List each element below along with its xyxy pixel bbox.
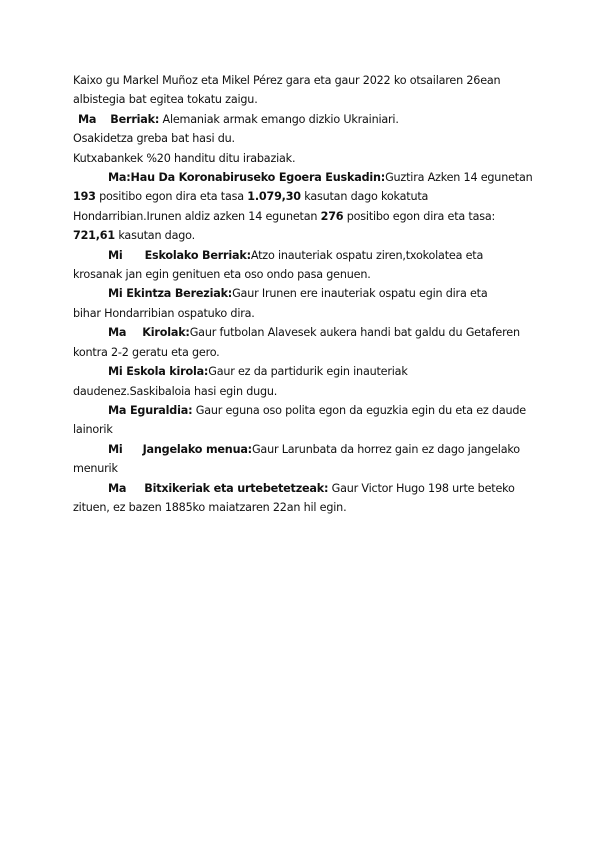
school-news-speaker: Mi bbox=[108, 248, 123, 262]
covid-text-2: positibo egon dira eta tasa bbox=[95, 190, 248, 204]
covid-text-1: Guztira Azken 14 egunetan bbox=[385, 171, 533, 185]
covid-line-1 bbox=[73, 168, 543, 187]
intro-line-2: albistegia bat egitea tokatu zaigu. bbox=[73, 93, 258, 107]
sports-line bbox=[73, 323, 543, 342]
covid-text-5: positibo egon dira eta tasa: bbox=[343, 209, 496, 223]
weather-line bbox=[73, 401, 543, 420]
school-sports-label: Mi Eskola kirola: bbox=[108, 365, 209, 379]
intro-line-1: Kaixo gu Markel Muñoz eta Mikel Pérez gara eta gaur 2022 ko otsailaren 26ean bbox=[73, 74, 501, 87]
covid-rate-irun: 721,61 bbox=[73, 229, 115, 243]
menu-line-2: menurik bbox=[73, 462, 118, 476]
school-sports-line bbox=[73, 362, 543, 381]
school-news-line bbox=[73, 246, 543, 265]
special-line-2: bihar Hondarribian ospatuko dira. bbox=[73, 306, 255, 320]
birthdays-text: Gaur Victor Hugo 198 urte beteko bbox=[328, 481, 515, 495]
weather-label: Ma Eguraldia: bbox=[108, 403, 193, 417]
menu-label: Jangelako menua: bbox=[142, 442, 252, 456]
menu-line bbox=[73, 440, 543, 459]
news-label: Berriak: bbox=[110, 112, 160, 126]
special-label: Mi Ekintza Bereziak: bbox=[108, 287, 233, 301]
sports-label: Kirolak: bbox=[142, 326, 190, 340]
covid-text-6: kasutan dago. bbox=[114, 229, 195, 243]
menu-speaker: Mi bbox=[108, 442, 123, 456]
weather-line-2: lainorik bbox=[73, 423, 113, 437]
birthdays-line-2: zituen, ez bazen 1885ko maiatzaren 22an hil egin. bbox=[73, 500, 347, 514]
news-text: Alemaniak armak emango dizkio Ukrainiari. bbox=[159, 112, 399, 126]
sports-text: Gaur futbolan Alavesek aukera handi bat galdu du Getaferen bbox=[189, 326, 520, 340]
school-sports-line-2: daudenez.Saskibaloia hasi egin dugu. bbox=[73, 384, 278, 398]
school-news-text: Atzo inauteriak ospatu ziren,txokolatea eta bbox=[250, 248, 484, 262]
news-line bbox=[73, 110, 543, 129]
covid-text-4: Hondarribian.Irunen aldiz azken 14 egunetan bbox=[73, 209, 321, 223]
news-speaker: Ma bbox=[78, 112, 97, 126]
news-line-3: Kutxabankek %20 handitu ditu irabaziak. bbox=[73, 151, 296, 165]
covid-line-2 bbox=[73, 187, 543, 206]
birthdays-speaker: Ma bbox=[108, 481, 127, 495]
covid-positives-irun: 276 bbox=[320, 209, 344, 223]
birthdays-label: Bitxikeriak eta urtebetetzeak: bbox=[144, 481, 329, 495]
menu-text: Gaur Larunbata da horrez gain ez dago jangelako bbox=[251, 442, 520, 456]
school-news-label: Eskolako Berriak: bbox=[144, 248, 251, 262]
school-sports-text: Gaur ez da partidurik egin inauteriak bbox=[208, 365, 408, 379]
school-news-line-2: krosanak jan egin genituen eta oso ondo pasa genuen. bbox=[73, 268, 371, 282]
news-line-2: Osakidetza greba bat hasi du. bbox=[73, 132, 235, 146]
birthdays-line bbox=[73, 479, 543, 498]
document-body bbox=[73, 71, 543, 517]
covid-rate-hondarribia: 1.079,30 bbox=[247, 190, 301, 204]
sports-line-2: kontra 2-2 geratu eta gero. bbox=[73, 345, 220, 359]
covid-positives-hondarribia: 193 bbox=[73, 190, 96, 204]
covid-label: Ma:Hau Da Koronabiruseko Egoera Euskadin: bbox=[108, 171, 386, 185]
special-text: Gaur Irunen ere inauteriak ospatu egin dira eta bbox=[232, 287, 488, 301]
covid-line-4 bbox=[73, 226, 543, 245]
weather-text: Gaur eguna oso polita egon da eguzkia egin du eta ez daude bbox=[192, 403, 526, 417]
covid-text-3: kasutan dago kokatuta bbox=[300, 190, 429, 204]
covid-line-3 bbox=[73, 207, 543, 226]
special-line bbox=[73, 284, 543, 303]
sports-speaker: Ma bbox=[108, 326, 127, 340]
